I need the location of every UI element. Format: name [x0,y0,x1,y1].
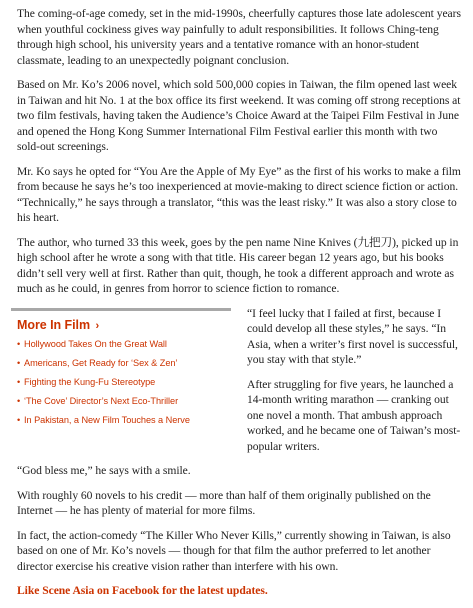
related-link-label: Fighting the Kung-Fu Stereotype [24,376,156,387]
article-paragraph: Mr. Ko says he opted for “You Are the Apple of My Eye” as the first of his works to make a film from because he says he’s too inexperienced at movie-making to direct science fiction or action. “Technically,” he says through a translator, “this was the least risky.” It was also a story close to his heart. [17,164,461,224]
bullet-icon: • [17,414,21,425]
related-link-label: In Pakistan, a New Film Touches a Nerve [24,414,190,425]
article-paragraph: In fact, the action-comedy “The Killer Who Never Kills,” currently showing in Taiwan, is also based on one of Mr. Ko’s novels — though for that film the author preferred to let another director exercise his creative vision rather than interfere with his own. [17,528,451,573]
article-paragraph: Based on Mr. Ko’s 2006 novel, which sold 500,000 copies in Taiwan, the film opened last week in Taiwan and hit No. 1 at the box office its first weekend. It was coming off strong receptions at two film festivals, having taken the Audience’s Choice Award at the Taipei Film Festival in June and opened the Hong Kong Summer International Film Festival earlier this month with two sold-out screenings. [17,78,461,153]
related-link-label: ‘The Cove’ Director’s Next Eco-Thriller [24,395,179,406]
related-link[interactable] [17,339,231,350]
article-paragraph: With roughly 60 novels to his credit — more than half of them originally published on the Internet — he has plenty of material for more films. [17,488,431,517]
article-paragraph: The author, who turned 33 this week, goes by the pen name Nine Knives (九把刀), picked up in high school after he wrote a song with that title. His career began 12 years ago, but his books didn’t sell very well at first. Rather than quit, though, he took a different approach and wrote as much as he could, in genres from horror to science fiction to romance. [17,235,459,295]
related-link-label: Americans, Get Ready for ‘Sex & Zen’ [24,357,178,368]
sidebar-title: More In Film [17,317,91,332]
more-in-film-sidebar [11,308,231,434]
article-paragraph: “I feel lucky that I failed at first, because I could develop all these styles,” he says. “In Asia, when a writer’s first novel is successful, you stay with that style.” [247,306,458,366]
bullet-icon: • [17,357,21,368]
related-link-label: Hollywood Takes On the Great Wall [24,338,167,349]
related-links-list [11,339,231,426]
bullet-icon: • [17,395,21,406]
article-paragraph: The coming-of-age comedy, set in the mid-1990s, cheerfully captures those late adolescent years when youthful cockiness gives way painfully to adult responsibilities. It follows Ching-teng through high school, his university years and a tentative romance with an honor-student classmate, leading to an unexpectedly poignant conclusion. [17,7,461,67]
related-link[interactable] [17,377,231,388]
sidebar-title-link[interactable] [17,317,231,334]
related-link[interactable] [17,396,231,407]
bullet-icon: • [17,376,21,387]
related-link[interactable] [17,358,231,369]
bullet-icon: • [17,338,21,349]
article-paragraph: After struggling for five years, he launched a 14-month writing marathon — cranking out one novel a month. That ambush approach worked, and he became one of Taiwan’s most-popular writers. [247,377,461,453]
chevron-right-icon: › [95,319,100,332]
article-body [17,6,463,608]
related-link[interactable] [17,415,231,426]
article-paragraph: “God bless me,” he says with a smile. [17,464,191,477]
facebook-promo-link[interactable]: Like Scene Asia on Facebook for the latest updates. [17,584,268,597]
